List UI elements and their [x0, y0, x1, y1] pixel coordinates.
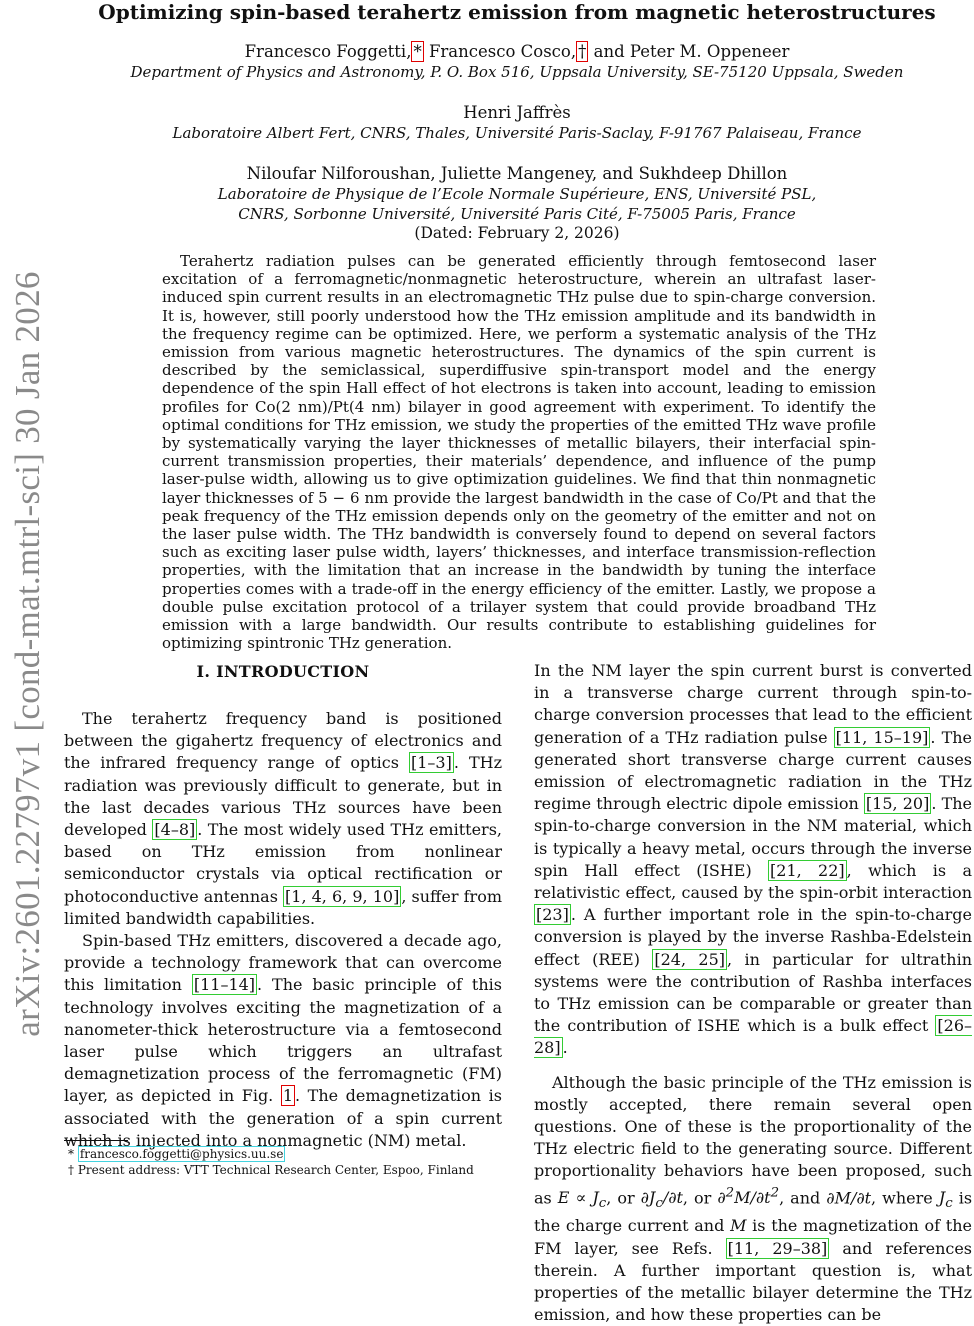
author-name: and Peter M. Oppeneer [588, 42, 790, 61]
left-column [64, 660, 502, 1152]
math-expression: $E \propto J_c$ [557, 1188, 607, 1212]
citation-link[interactable]: [11–14] [193, 975, 256, 995]
footnotes [64, 1146, 502, 1178]
affiliation-2: Laboratoire Albert Fert, CNRS, Thales, Université Paris-Saclay, F-91767 Palaiseau, France [172, 124, 862, 142]
citation-link[interactable]: [1, 4, 6, 9, 10] [285, 886, 400, 906]
math-expression: $\partial J_c/\partial t$ [640, 1188, 683, 1212]
math-expression: M [730, 1216, 747, 1236]
paragraph: Spin-based THz emitters, discovered a decade ago, provide a technology framework that can overcome this limitation [11–14] . The basic principle of this technology involves exciting the magnetization of a nanometer-thick heterostructure via a femtosecond laser pulse which triggers an ultrafast demagnetization process of the ferromagnetic (FM) layer, as depicted in Fig. 1 . The demagnetization is associated with the generation of a spin current which is injected into a nonmagnetic (NM) metal. [64, 931, 502, 1150]
paragraph: Although the basic principle of the THz emission is mostly accepted, there remain several open questions. One of these is the proportionality of the THz electric field to the generating source. Different proportionality behaviors have been proposed, such as $E \propto J_c$, or $\partial J_c/\partial t$, or $\partial^2M/\partial t^2$, and ∂M/∂t, where $J_c$ is the charge current and M is the magnetization of the FM layer, see Refs. [11, 29–38] and references therein. A further important question is, what properties of the metallic bilayer determine the THz emission, and how these properties can be [534, 1072, 973, 1325]
citation-link[interactable]: [21, 22] [770, 860, 845, 880]
citation-link[interactable]: [23] [536, 905, 569, 925]
citation-link[interactable]: [11, 29–38] [727, 1238, 828, 1258]
footnote-divider [64, 1140, 128, 1141]
footnote-mark-link[interactable]: † [578, 42, 587, 61]
citation-link[interactable]: [24, 25] [654, 949, 726, 969]
abstract-text: Terahertz radiation pulses can be generated efficiently through femtosecond laser excitation of a ferromagnetic/nonmagnetic heterostructure, wherein an ultrafast laser-induced spin current results in an electromagnetic THz pulse due to spin-charge conversion. It is, however, still poorly understood how the THz emission amplitude and its bandwidth in the frequency regime can be optimized. Here, we perform a systematic analysis of the THz emission from various magnetic heterostructures. The dynamics of the spin current is described by the semiclassical, superdiffusive spin-transport model and the energy dependence of the spin Hall effect of hot electrons is taken into account, leading to emission profiles for Co(2 nm)/Pt(4 nm) bilayer in good agreement with experiment. To identify the optimal conditions for THz emission, we study the properties of the emitted THz wave profile by systematically varying the layer thicknesses of metallic bilayers, their interfacial spin-current transmission properties, their materials’ dependence, and influence of the pump laser-pulse width, allowing us to give optimization guidelines. We find that thin nonmagnetic layer thicknesses of 5 − 6 nm provide the largest bandwidth in the case of Co/Pt and that the peak frequency of the THz emission depends only on the geometry of the emitter and not on the laser pulse width. The THz bandwidth is conversely found to depend on several factors such as exciting laser pulse width, layers’ thicknesses, and interface transmission-reflection properties, with the limitation that an increase in the bandwidth by tuning the interface properties comes with a trade-off in the energy efficiency of the emitter. Lastly, we propose a double pulse excitation protocol of a trilayer system that could provide broadband THz emission with a large bandwidth. Our results contribute to establishing guidelines for optimizing spintronic THz generation. [162, 252, 876, 653]
paragraph: The terahertz frequency band is positioned between the gigahertz frequency of electronics and the infrared frequency range of optics [1–3] . THz radiation was previously difficult to generate, but in the last decades various THz sources have been developed [4–8] . The most widely used THz emitters, based on THz emission from nonlinear semiconductor crystals via optical rectification or photoconductive antennas [1, 4, 6, 9, 10] , suffer from limited bandwidth capabilities. [64, 709, 502, 928]
author-line-1 [60, 42, 974, 62]
date-line: (Dated: February 2, 2026) [414, 224, 620, 242]
arxiv-identifier[interactable]: arXiv:2601.22797v1 [cond-mat.mtrl-sci] 30 Jan 2026 [8, 271, 47, 1037]
footnote-address: † Present address: VTT Technical Research Center, Espoo, Finland [68, 1163, 474, 1177]
paragraph-gap [534, 1060, 972, 1072]
paragraph: In the NM layer the spin current burst is converted in a transverse charge current through spin-to-charge conversion processes that lead to the efficient generation of a THz radiation pulse [11, 15–19] . The generated short transverse charge current causes emission of electromagnetic radiation in the THz regime through electric dipole emission [15, 20] . The spin-to-charge conversion in the NM material, which is typically a heavy metal, occurs through the inverse spin Hall effect (ISHE) [21, 22] , which is a relativistic effect, caused by the spin-orbit interaction [23] . A further important role in the spin-to-charge conversion is played by the inverse Rashba-Edelstein effect (REE) [24, 25] , in particular for ultrathin systems were the contribution of Rashba interfaces to THz emission can be comparable or greater than the contribution of ISHE which is a bulk effect [26–28] . [534, 661, 973, 1058]
affiliation-3-line-1: Laboratoire de Physique de l’Ecole Normale Supérieure, ENS, Université PSL, [217, 185, 817, 203]
footnote-email: * francesco.foggetti@physics.uu.se [68, 1147, 284, 1161]
right-column [534, 660, 972, 1326]
author-name: Francesco Cosco, [423, 42, 577, 61]
affiliation-3-line-2: CNRS, Sorbonne Université, Université Paris Cité, F-75005 Paris, France [238, 205, 796, 223]
email-link[interactable]: francesco.foggetti@physics.uu.se [79, 1147, 284, 1161]
math-expression: ∂M/∂t [826, 1188, 872, 1207]
author-line-3: Niloufar Nilforoushan, Juliette Mangeney, and Sukhdeep Dhillon [246, 164, 788, 183]
math-expression: $J_c$ [938, 1188, 953, 1212]
affiliation-1: Department of Physics and Astronomy, P. O. Box 516, Uppsala University, SE-75120 Uppsala, Sweden [130, 63, 904, 81]
citation-link[interactable]: [11, 15–19] [835, 727, 929, 747]
citation-link[interactable]: [4–8] [154, 820, 196, 840]
author-line-2: Henri Jaffrès [463, 103, 571, 122]
citation-link[interactable]: [15, 20] [865, 794, 930, 814]
math-expression: $\partial^2M/\partial t^2$ [717, 1185, 780, 1207]
arxiv-sidebar [0, 0, 55, 1200]
citation-link[interactable]: [1–3] [410, 753, 452, 773]
section-heading: I. INTRODUCTION [196, 662, 370, 681]
paper-title: Optimizing spin-based terahertz emission from magnetic heterostructures [98, 0, 936, 24]
author-name: Francesco Foggetti, [244, 42, 412, 61]
figure-link[interactable]: 1 [282, 1086, 294, 1106]
abstract [162, 252, 876, 652]
citation-link[interactable]: [26–28] [534, 1016, 972, 1058]
footnote-mark-link[interactable]: * [413, 42, 422, 61]
